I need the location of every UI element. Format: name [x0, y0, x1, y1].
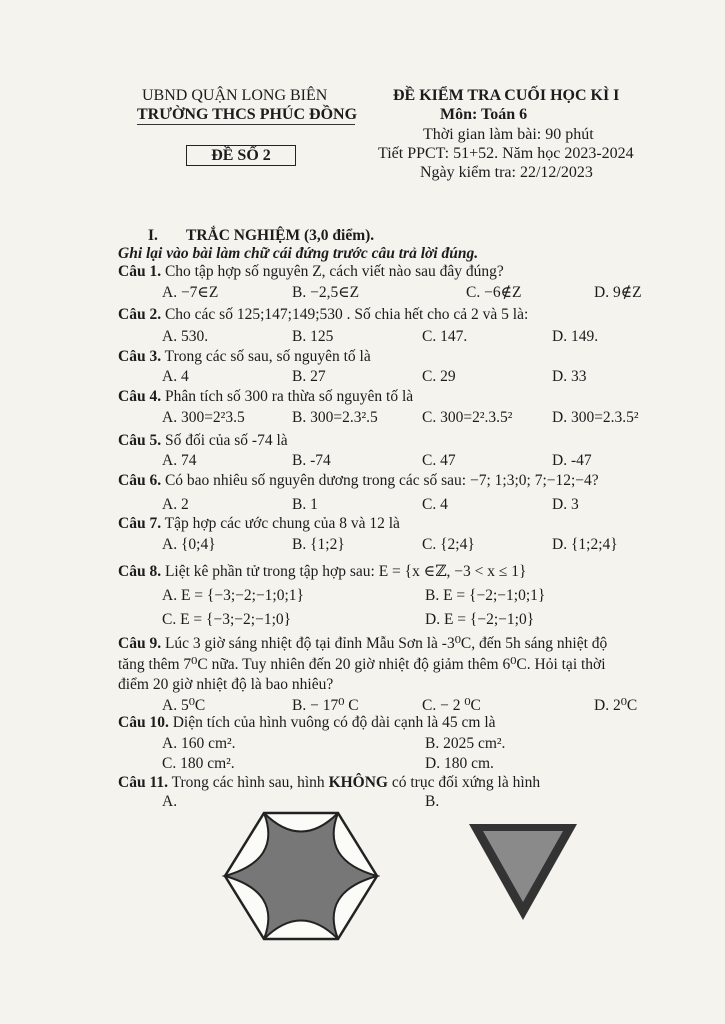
q3-option-a: A. 4 [162, 368, 189, 385]
question-9-line-3: điểm 20 giờ nhiệt độ là bao nhiêu? [118, 676, 334, 693]
question-11 [118, 774, 540, 792]
q4-option-b: B. 300=2.3².5 [292, 409, 378, 426]
q2-option-c: C. 147. [422, 328, 468, 345]
q3-option-d: D. 33 [552, 368, 587, 385]
q6-option-a: A. 2 [162, 496, 189, 513]
question-label: Câu 10. [118, 714, 169, 731]
q7-option-d: D. {1;2;4} [552, 536, 618, 553]
question-text: Liệt kê phần tử trong tập hợp sau: E = {x ∈ℤ, −3 < x ≤ 1} [161, 563, 527, 580]
question-text: Trong các hình sau, hình [167, 774, 329, 791]
question-9 [118, 634, 607, 653]
q4-option-d: D. 300=2.3.5² [552, 409, 639, 426]
q5-option-c: C. 47 [422, 452, 456, 469]
q4-option-a: A. 300=2²3.5 [162, 409, 245, 426]
q1-option-a: A. −7∈Z [162, 284, 219, 301]
q3-option-c: C. 29 [422, 368, 456, 385]
question-4 [118, 388, 413, 406]
q8-option-a: A. E = {−3;−2;−1;0;1} [162, 587, 304, 604]
q8-option-b: B. E = {−2;−1;0;1} [425, 587, 546, 604]
question-label: Câu 9. [118, 635, 162, 652]
question-label: Câu 8. [118, 563, 162, 580]
question-text: Lúc 3 giờ sáng nhiệt độ tại đỉnh Mẫu Sơn là -3⁰C, đến 5h sáng nhiệt độ [161, 635, 608, 652]
q2-option-a: A. 530. [162, 328, 209, 345]
exam-code: ĐỀ SỐ 2 [211, 147, 271, 164]
q9-option-b: B. − 17⁰ C [292, 697, 359, 714]
q9-option-c: C. − 2 ⁰C [422, 697, 481, 714]
q6-option-d: D. 3 [552, 496, 579, 513]
section-instruction: Ghi lại vào bài làm chữ cái đứng trước câu trả lời đúng. [118, 245, 479, 262]
q1-option-d: D. 9∉Z [594, 284, 642, 301]
question-label: Câu 5. [118, 432, 162, 449]
figure-b-triangle [467, 822, 579, 922]
exam-title: ĐỀ KIỂM TRA CUỐI HỌC KÌ I [393, 87, 620, 104]
question-7 [118, 515, 400, 533]
q6-option-b: B. 1 [292, 496, 318, 513]
question-5 [118, 432, 288, 450]
question-text: Trong các số sau, số nguyên tố là [161, 348, 371, 365]
exam-date: Ngày kiểm tra: 22/12/2023 [420, 164, 593, 181]
subject: Môn: Toán 6 [440, 106, 528, 123]
question-label: Câu 3. [118, 348, 162, 365]
question-text: Cho tập hợp số nguyên Z, cách viết nào sau đây đúng? [161, 263, 504, 280]
q11-option-b: B. [425, 793, 440, 810]
district-name: UBND QUẬN LONG BIÊN [142, 87, 328, 104]
question-9-line-2: tăng thêm 7⁰C nữa. Tuy nhiên đến 20 giờ nhiệt độ giảm thêm 6⁰C. Hỏi tại thời [118, 656, 606, 673]
q8-option-c: C. E = {−3;−2;−1;0} [162, 611, 292, 628]
q9-option-a: A. 5⁰C [162, 697, 206, 714]
q10-option-b: B. 2025 cm². [425, 735, 506, 752]
q10-option-d: D. 180 cm. [425, 755, 494, 772]
q10-option-c: C. 180 cm². [162, 755, 235, 772]
question-label: Câu 7. [118, 515, 162, 532]
star-shape [225, 813, 377, 939]
q5-option-b: B. -74 [292, 452, 331, 469]
q9-option-d: D. 2⁰C [594, 697, 638, 714]
question-text: Cho các số 125;147;149;530 . Số chia hết cho cả 2 và 5 là: [161, 306, 529, 323]
question-text: Diện tích của hình vuông có độ dài cạnh là 45 cm là [168, 714, 496, 731]
q5-option-d: D. -47 [552, 452, 592, 469]
school-underline [137, 124, 355, 125]
q4-option-c: C. 300=2².3.5² [422, 409, 513, 426]
q7-option-b: B. {1;2} [292, 536, 345, 553]
question-10 [118, 714, 496, 732]
question-label: Câu 2. [118, 306, 162, 323]
q10-option-a: A. 160 cm². [162, 735, 236, 752]
question-1 [118, 263, 504, 281]
q7-option-c: C. {2;4} [422, 536, 475, 553]
question-text: Phân tích số 300 ra thừa số nguyên tố là [161, 388, 414, 405]
q2-option-d: D. 149. [552, 328, 599, 345]
question-3 [118, 348, 371, 366]
question-8 [118, 562, 526, 581]
q8-option-d: D. E = {−2;−1;0} [425, 611, 535, 628]
q5-option-a: A. 74 [162, 452, 197, 469]
question-text: Có bao nhiêu số nguyên dương trong các số sau: −7; 1;3;0; 7;−12;−4? [161, 472, 599, 489]
period-year: Tiết PPCT: 51+52. Năm học 2023-2024 [378, 145, 634, 162]
question-text-bold: KHÔNG [328, 774, 388, 791]
q7-option-a: A. {0;4} [162, 536, 216, 553]
q11-option-a: A. [162, 793, 178, 810]
question-6 [118, 472, 599, 490]
q2-option-b: B. 125 [292, 328, 334, 345]
question-label: Câu 1. [118, 263, 162, 280]
question-label: Câu 4. [118, 388, 162, 405]
q3-option-b: B. 27 [292, 368, 326, 385]
question-text: Tập hợp các ước chung của 8 và 12 là [161, 515, 400, 532]
exam-time: Thời gian làm bài: 90 phút [423, 126, 594, 143]
figure-a-hexagon-star [222, 810, 380, 942]
question-label: Câu 6. [118, 472, 162, 489]
question-label: Câu 11. [118, 774, 168, 791]
section-number: I. [148, 227, 158, 244]
q1-option-c: C. −6∉Z [466, 284, 522, 301]
section-title: TRẮC NGHIỆM (3,0 điểm). [186, 227, 375, 244]
question-text-after: có trục đối xứng là hình [387, 774, 541, 791]
q1-option-b: B. −2,5∈Z [292, 284, 360, 301]
question-text: Số đối của số -74 là [161, 432, 288, 449]
exam-code-box [186, 145, 296, 166]
question-2 [118, 306, 528, 324]
school-name: TRƯỜNG THCS PHÚC ĐỒNG [137, 106, 358, 123]
q6-option-c: C. 4 [422, 496, 448, 513]
